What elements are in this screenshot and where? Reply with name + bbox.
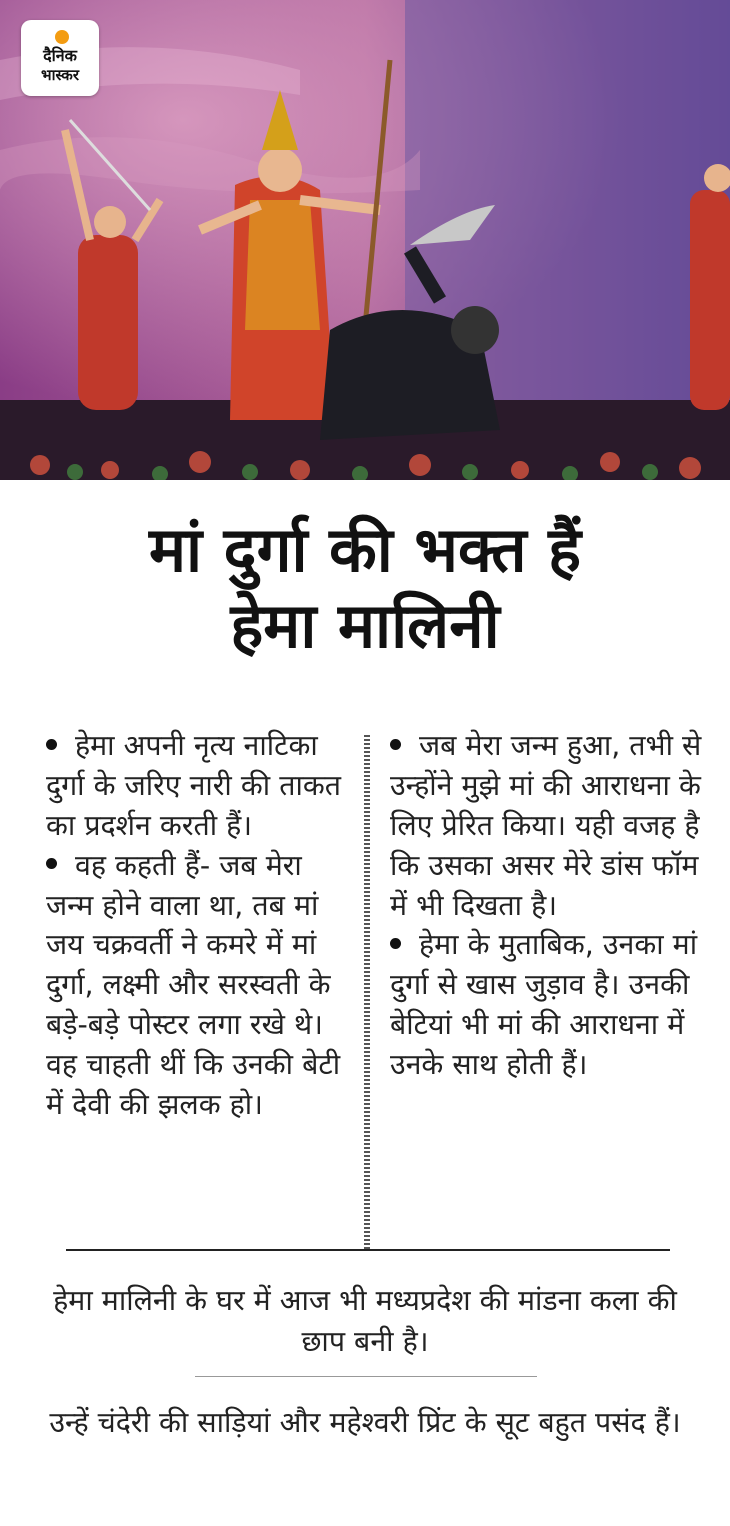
right-paragraph-2 — [390, 925, 705, 1085]
bullet-icon — [46, 739, 57, 750]
right-paragraph-1 — [390, 726, 705, 925]
headline — [0, 512, 730, 663]
section-divider — [66, 1249, 670, 1251]
right-paragraph-2-text: हेमा के मुताबिक, उनका मां दुर्गा से खास जुड़ाव है। उनकी बेटियां भी मां की आराधना में उनके साथ होती हैं। — [390, 928, 698, 1082]
left-paragraph-1 — [46, 726, 351, 846]
footer-note-1: हेमा मालिनी के घर में आज भी मध्यप्रदेश की मांडना कला की छाप बनी है। — [53, 1284, 677, 1359]
left-column — [46, 726, 351, 1125]
logo-text-line2: भास्कर — [41, 66, 79, 84]
left-paragraph-1-text: हेमा अपनी नृत्य नाटिका दुर्गा के जरिए नारी की ताकत का प्रदर्शन करती हैं। — [46, 729, 341, 842]
bullet-icon — [390, 938, 401, 949]
note-divider — [195, 1376, 537, 1377]
footer-note-2: उन्हें चंदेरी की साड़ियां और महेश्वरी प्रिंट के सूट बहुत पसंद हैं। — [49, 1406, 681, 1439]
sun-icon — [55, 30, 69, 44]
dainik-bhaskar-logo — [21, 20, 99, 96]
bullet-icon — [46, 858, 57, 869]
headline-line2: हेमा मालिनी — [230, 588, 500, 662]
right-paragraph-1-text: जब मेरा जन्म हुआ, तभी से उन्होंने मुझे मां की आराधना के लिए प्रेरित किया। यही वजह है कि उसका असर मेरे डांस फॉम में भी दिखता है। — [390, 729, 702, 922]
left-paragraph-2 — [46, 846, 351, 1125]
stage-performance-illustration — [0, 0, 730, 480]
bullet-icon — [390, 739, 401, 750]
hero-photo — [0, 0, 730, 480]
right-column — [390, 726, 705, 1085]
logo-text-line1: दैनिक — [43, 46, 77, 65]
column-divider — [364, 735, 370, 1249]
left-paragraph-2-text: वह कहती हैं- जब मेरा जन्म होने वाला था, तब मां जय चक्रवर्ती ने कमरे में मां दुर्गा, लक्ष्मी और सरस्वती के बड़े-बड़े पोस्टर लगा रखे थे। वह चाहती थीं कि उनकी बेटी में देवी की झलक हो। — [46, 848, 341, 1122]
headline-line1: मां दुर्गा की भक्त हैं — [148, 513, 582, 586]
